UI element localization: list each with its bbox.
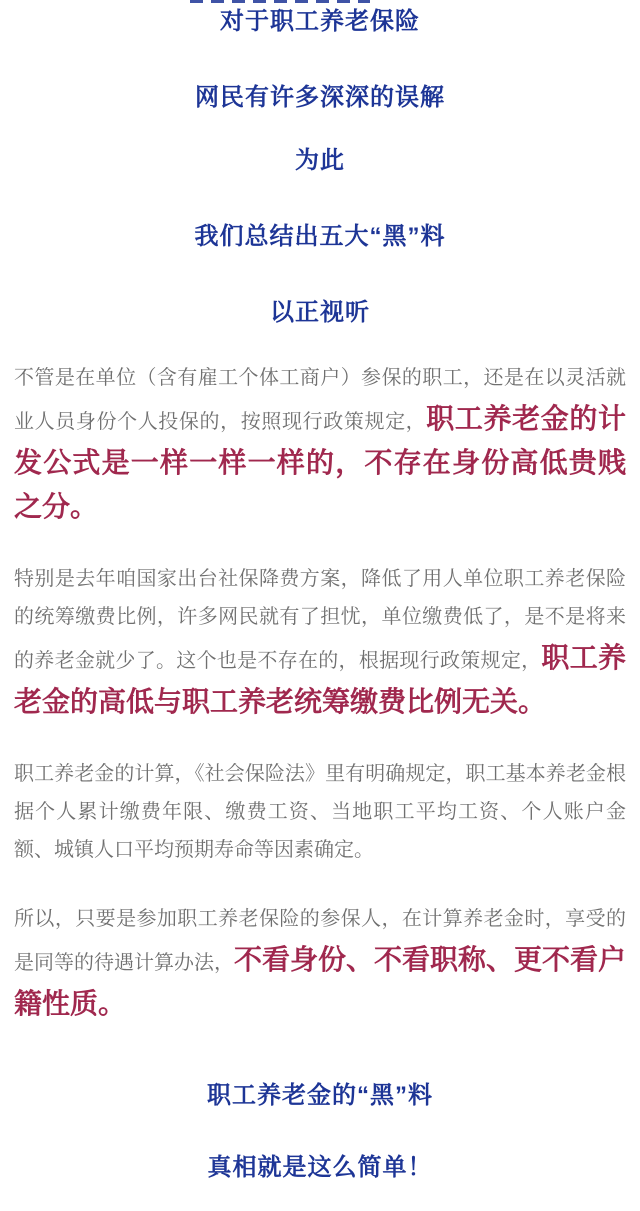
paragraph-1-highlight: 职工养老金的计发公式是一样一样一样的，不存在身份高低贵贱之分。: [14, 403, 626, 522]
heading-top-5: 以正视听: [270, 299, 370, 326]
paragraph-2-text: 特别是去年咱国家出台社保降费方案，降低了用人单位职工养老保险的统筹缴费比例，许多网民就有了担忧，单位缴费低了，是不是将来的养老金就少了。这个也是不存在的，根据现行政策规定，: [14, 568, 626, 672]
heading-top-4: 我们总结出五大“黑”料: [194, 223, 446, 250]
paragraph-4: [0, 900, 640, 1026]
heading-bottom-2: 真相就是这么简单！: [207, 1154, 433, 1181]
heading-top-1: 对于职工养老保险: [220, 8, 420, 35]
cropped-heading-top: [190, 0, 370, 3]
paragraph-1: [0, 359, 640, 529]
heading-bottom-1: 职工养老金的“黑”料: [207, 1082, 433, 1109]
paragraph-2-highlight: 职工养老金的高低与职工养老统筹缴费比例无关。: [14, 642, 626, 717]
heading-top-3: 为此: [295, 147, 345, 174]
paragraph-3-text: 职工养老金的计算，《社会保险法》里有明确规定，职工基本养老金根据个人累计缴费年限、缴费工资、当地职工平均工资、个人账户金额、城镇人口平均预期寿命等因素确定。: [14, 763, 626, 861]
paragraph-2: [0, 560, 640, 724]
paragraph-4-highlight: 不看身份、不看职称、更不看户籍性质。: [14, 944, 627, 1019]
heading-top-2: 网民有许多深深的误解: [195, 84, 445, 111]
paragraph-4-text: 所以，只要是参加职工养老保险的参保人，在计算养老金时，享受的是同等的待遇计算办法，: [14, 908, 626, 974]
paragraph-3: [0, 755, 640, 869]
paragraph-1-text: 不管是在单位（含有雇工个体工商户）参保的职工，还是在以灵活就业人员身份个人投保的，按照现行政策规定，: [14, 367, 626, 433]
article-body: [0, 359, 640, 1026]
